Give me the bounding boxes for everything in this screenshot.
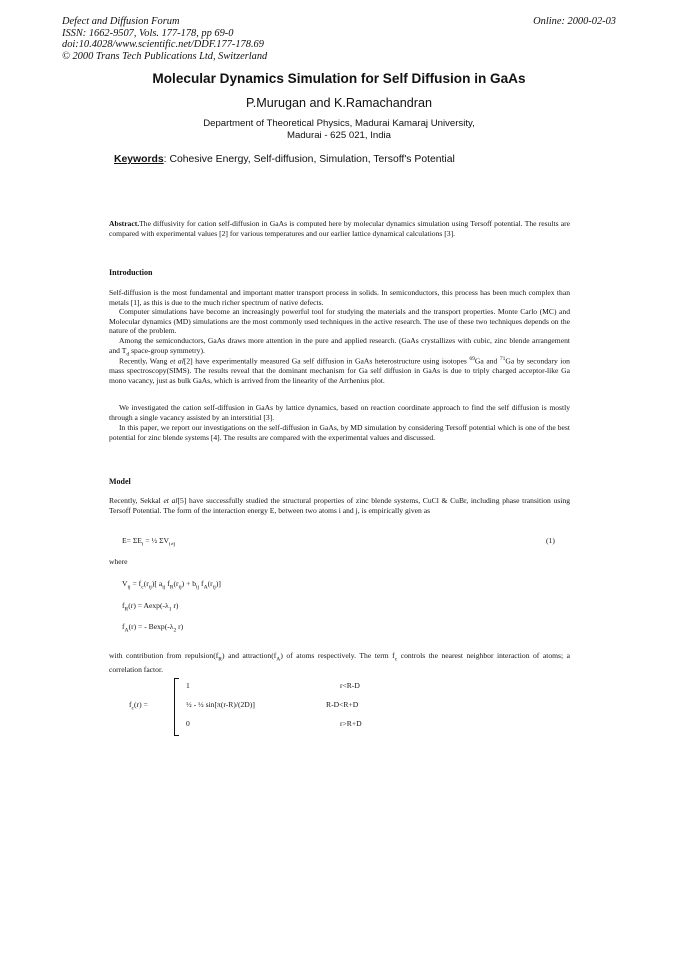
intro-paragraph-5: We investigated the cation self-diffusion in GaAs by lattice dynamics, based on reaction coordinate approach to find the self diffusion is mostly through a single vacancy assisted by an interstitial [3]. xyxy=(109,403,570,422)
vij-sub-ij-5: ij xyxy=(212,584,216,591)
eq1-lhs: E= ΣE xyxy=(122,536,142,545)
intro-p4-text-3: Ga and xyxy=(474,356,500,366)
online-date: Online: 2000-02-03 xyxy=(533,16,616,27)
fc-symbol: f xyxy=(129,700,132,709)
keywords xyxy=(114,154,455,165)
vij-rhs-9: )] xyxy=(215,579,221,588)
vij-sub: ij xyxy=(127,584,131,591)
fr-symbol: f xyxy=(122,601,125,610)
intro-p4-text-2: [2] have experimentally measured Ga self diffusion in GaAs heterostructure using isotopes xyxy=(183,356,470,366)
fr-lambda-sub: 1 xyxy=(168,606,172,613)
vij-rhs-6: ) + b xyxy=(181,579,197,588)
fa-lambda-sub: 2 xyxy=(173,627,177,634)
model-paragraph-1 xyxy=(109,496,570,515)
fc-lhs xyxy=(129,700,148,712)
intro-paragraph-1: Self-diffusion is the most fundamental and important matter transport process in solids. In semiconductors, this process has been much complex than metals [1], as this is due to the much richer spectrum of native defects. xyxy=(109,288,570,307)
intro-p4-text-4: Ga by secondary ion mass spectroscopy(SIMS). The results reveal that the dominant mechanism for Ga self diffusion in GaAs is due to triply charged acceptor-like Ga mono vacancy, just as bulk GaAs, which is arrived from the linearity of the Arrhenius plot. xyxy=(109,356,570,385)
intro-p3-sub: d xyxy=(126,351,130,358)
where-label: where xyxy=(109,557,128,566)
vij-sub-a: A xyxy=(203,584,208,591)
fa-rhs-2: r) xyxy=(176,622,184,631)
vij-rhs-4: f xyxy=(165,579,170,588)
model-p2-sub-r: R xyxy=(218,656,223,663)
vij-symbol: V xyxy=(122,579,128,588)
fa-symbol: f xyxy=(122,622,125,631)
vij-rhs-1: = f xyxy=(130,579,142,588)
intro-p4-sup-2: 71 xyxy=(499,356,506,362)
intro-p4-text: Recently, Wang xyxy=(119,356,170,366)
intro-paragraph-2: Computer simulations have become an increasingly powerful tool for studying the materials and the transport properties. Monte Carlo (MC) and Molecular dynamics (MD) simulations are the most commonly used techniques in the active research. The use of these two techniques depends on the nature of the problem. xyxy=(109,307,570,336)
model-p2-sub-c: c xyxy=(394,656,398,663)
intro-paragraph-4 xyxy=(109,355,570,385)
model-p2-text: with contribution from repulsion(f xyxy=(109,651,219,660)
vij-rhs-2: (r xyxy=(143,579,149,588)
fa-rhs: (r) = - Bexp(-λ xyxy=(128,622,174,631)
vij-sub-ij-1: ij xyxy=(148,584,152,591)
model-p1-etal: et al xyxy=(163,496,178,505)
journal-name: Defect and Diffusion Forum xyxy=(62,16,180,27)
copyright-line: © 2000 Trans Tech Publications Ltd, Switzerland xyxy=(62,50,268,62)
fr-rhs: (r) = Aexp(-λ xyxy=(128,601,169,610)
case-3-condition: r>R+D xyxy=(340,719,362,728)
intro-p3-text-end: space-group symmetry). xyxy=(129,345,205,355)
model-heading: Model xyxy=(109,477,131,486)
equation-1 xyxy=(122,536,175,548)
model-p2-text-2: ) and attraction(f xyxy=(222,651,277,660)
introduction-heading: Introduction xyxy=(109,268,153,277)
journal-header xyxy=(62,16,616,62)
case-1-value: 1 xyxy=(186,681,190,690)
fr-sub: R xyxy=(124,606,129,613)
affiliation-line-1: Department of Theoretical Physics, Madurai Kamaraj University, xyxy=(203,118,475,129)
abstract-text: The diffusivity for cation self-diffusion in GaAs is computed here by molecular dynamics simulation using Tersoff potential. The results are compared with experimental values [2] for various temperatures and our earlier lattice dynamical calculations [3]. xyxy=(109,219,570,238)
intro-p4-sup-1: 69 xyxy=(469,356,475,362)
issn-line: ISSN: 1662-9507, Vols. 177-178, pp 69-0 xyxy=(62,27,234,39)
case-2-value: ½ - ½ sin[π(r-R)/(2D)] xyxy=(186,700,255,709)
equation-fa xyxy=(122,622,183,634)
model-p2-sub-a: A xyxy=(276,656,281,663)
equation-1-number: (1) xyxy=(546,536,555,545)
piecewise-brace xyxy=(174,678,179,736)
vij-rhs-7: f xyxy=(199,579,204,588)
model-p1-text-2: [5] have successfully studied the structural properties of zinc blende systems, CuCl & CuBr, including phase transition using Tersoff Potential. The form of the interaction energy E, between two atoms i and j, is empirically given as xyxy=(109,496,570,515)
case-1-condition: r<R-D xyxy=(340,681,360,690)
vij-sub-c: c xyxy=(141,584,144,591)
fa-sub: A xyxy=(124,627,129,634)
fc-equals: (r) = xyxy=(134,700,148,709)
keywords-label: Keywords xyxy=(114,154,164,165)
intro-paragraph-6: In this paper, we report our investigations on the self-diffusion in GaAs, by MD simulation by considering Tersoff potential which is one of the best potential for zinc blende systems [4]. The results are compared with the experimental values and discussed. xyxy=(109,423,570,442)
eq1-sub-ij: i≠j xyxy=(169,541,176,548)
vij-sub-r: R xyxy=(169,584,174,591)
eq1-sub-i: i xyxy=(141,541,144,548)
intro-p4-etal: et al xyxy=(169,356,184,366)
model-p2-text-3: ) of atoms respectively. The term f xyxy=(280,651,395,660)
eq1-rhs: = ½ ΣV xyxy=(143,536,170,545)
affiliation-line-2: Madurai - 625 021, India xyxy=(287,130,391,141)
abstract xyxy=(109,219,570,238)
abstract-label: Abstract. xyxy=(109,219,140,228)
doi-line: doi:10.4028/www.scientific.net/DDF.177-178.69 xyxy=(62,39,264,51)
intro-p3-text: Among the semiconductors, GaAs draws more attention in the pure and applied research. (GaAs crystallizes with cubic, zinc blende arrangement and T xyxy=(109,336,570,355)
equation-fr xyxy=(122,601,178,613)
model-paragraph-2 xyxy=(109,651,570,675)
vij-rhs-5: (r xyxy=(173,579,179,588)
vij-rhs-8: (r xyxy=(207,579,213,588)
vij-sub-ij-2: ij xyxy=(162,584,166,591)
vij-rhs-3: )[ a xyxy=(151,579,163,588)
model-p2-text-4: controls the nearest neighbor interaction of atoms; a correlation factor. xyxy=(109,651,571,675)
affiliation xyxy=(0,118,678,142)
vij-sub-ij-3: ij xyxy=(178,584,182,591)
case-2-condition: R-D<R+D xyxy=(326,700,359,709)
case-3-value: 0 xyxy=(186,719,190,728)
keywords-text: : Cohesive Energy, Self-diffusion, Simulation, Tersoff's Potential xyxy=(163,154,455,165)
equation-vij xyxy=(122,579,221,591)
fc-sub: c xyxy=(131,705,135,712)
model-p1-text: Recently, Sekkal xyxy=(109,496,164,505)
paper-title: Molecular Dynamics Simulation for Self Diffusion in GaAs xyxy=(152,71,526,86)
vij-sub-ij-4: ij xyxy=(196,584,200,591)
paper-authors: P.Murugan and K.Ramachandran xyxy=(246,96,432,110)
fr-rhs-2: r) xyxy=(171,601,179,610)
